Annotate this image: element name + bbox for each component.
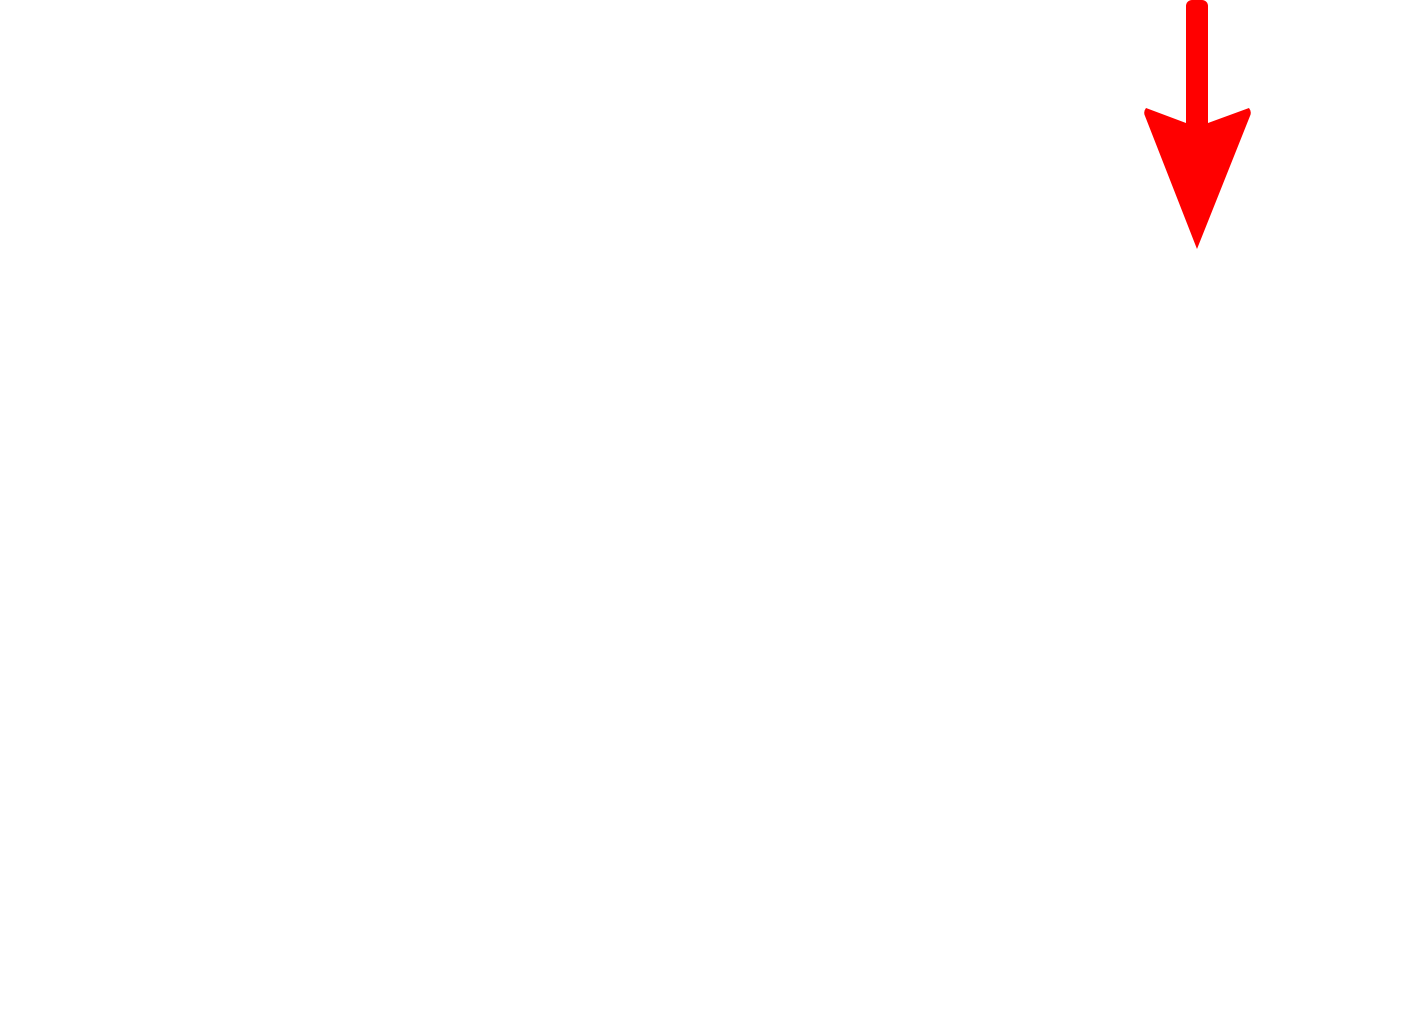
arrow-shaft <box>1186 0 1208 130</box>
arrow-head <box>1144 108 1251 249</box>
red-arrow <box>1144 0 1251 249</box>
